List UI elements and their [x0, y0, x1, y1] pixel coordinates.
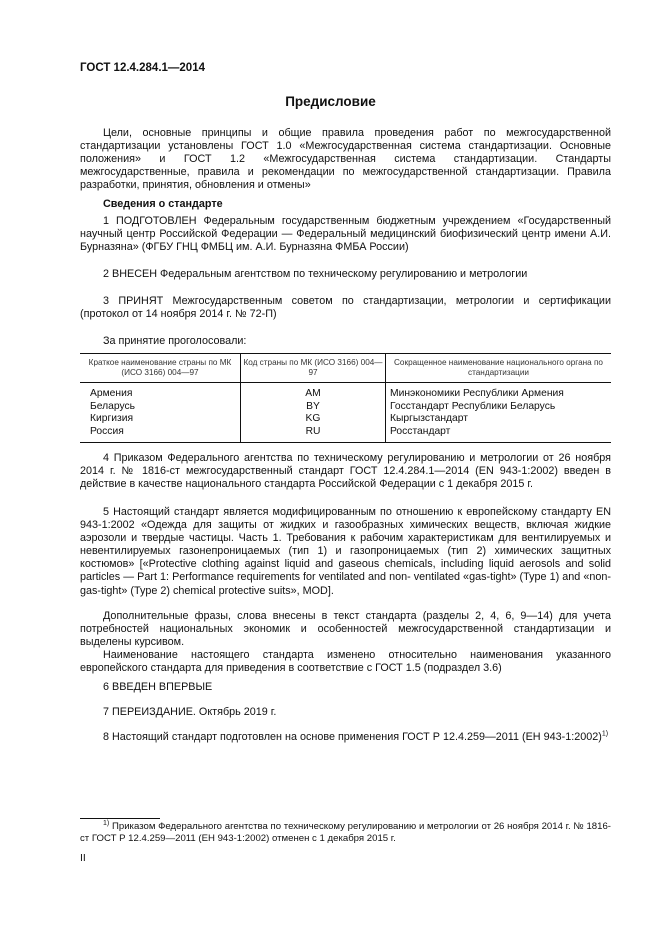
page-number: II [80, 852, 86, 864]
document-id-header: ГОСТ 12.4.284.1—2014 [80, 62, 205, 74]
national-body-cell: Кыргызстандарт [386, 413, 612, 426]
voting-table-header-row [80, 354, 611, 383]
national-body-cell: Госстандарт Республики Беларусь [386, 401, 612, 414]
item-1-paragraph: 1 ПОДГОТОВЛЕН Федеральным государственным бюджетным учреждением «Государственный научный центр Российской Федерации — Федеральный медицинский биофизический центр имени А.И. Бурназяна» (ФГБУ ГНЦ ФМБЦ им. А.И. Бурназяна ФМБА России) [80, 215, 611, 254]
item-5-name-change-paragraph: Наименование настоящего стандарта изменено относительно наименования указанного европейского стандарта для приведения в соответствие с ГОСТ 1.5 (подраздел 3.6) [80, 649, 611, 675]
country-name-cell: Беларусь [90, 400, 136, 412]
item-5-paragraph: 5 Настоящий стандарт является модифицированным по отношению к европейскому стандарту EN 943-1:2002 «Одежда для защиты от жидких и газообразных химических веществ, включая жидкие аэрозоли и твердые частицы. Часть 1. Требования к рабочим характеристикам для вентилируемых и невентилируемых газонепроницаемых (тип 1) и газопроницаемых (тип 2) химических защитных костюмов» [«Protective clothing against liquid and gaseous chemicals, including liquid aerosols and solid particles — Part 1: Performance requirements for ventilated and non- ventilated «gas-tight» (Type 1) and «non-gas-tight» (Type 2) chemical protective suits», MOD]. [80, 506, 611, 597]
table-row [80, 413, 611, 426]
col-header-national-body: Сокращенное наименование национального органа по стандартизации [386, 354, 612, 383]
item-4-paragraph: 4 Приказом Федерального агентства по техническому регулированию и метрологии от 26 ноября 2014 г. № 1816-ст межгосударственный стандарт ГОСТ 12.4.284.1—2014 (EN 943-1:2002) введен в действие в качестве национального стандарта Российской Федерации с 1 декабря 2015 г. [80, 452, 611, 491]
intro-paragraph: Цели, основные принципы и общие правила проведения работ по межгосударственной стандартизации установлены ГОСТ 1.0 «Межгосударственная система стандартизации. Основные положения» и ГОСТ 1.2 «Межгосударственная система стандартизации. Стандарты межгосударственные, правила и рекомендации по межгосударственной стандартизации. Правила разработки, принятия, обновления и отмены» [80, 127, 611, 192]
country-name-cell: Армения [90, 388, 133, 399]
footnote-text: Приказом Федерального агентства по техническому регулированию и метрологии от 26 ноября 2014 г. № 1816-ст ГОСТ Р 12.4.259—2011 (ЕН 943-1:2002) отменен с 1 декабря 2015 г. [80, 821, 611, 844]
national-body-cell: Минэкономики Республики Армения [386, 383, 612, 401]
footnote-separator [80, 818, 160, 819]
footnote-reference: 1) [601, 730, 609, 738]
footnote-mark: 1) [103, 819, 110, 827]
vote-intro: За принятие проголосовали: [103, 335, 247, 347]
voting-table [80, 353, 611, 443]
item-8-paragraph [80, 731, 611, 744]
page-title: Предисловие [285, 94, 376, 109]
country-code-cell: RU [241, 426, 386, 443]
country-code-cell: AM [241, 383, 386, 401]
country-name-cell: Россия [80, 426, 241, 443]
country-code-cell: BY [241, 401, 386, 414]
national-body-cell: Росстандарт [386, 426, 612, 443]
country-code-cell: KG [241, 413, 386, 426]
item-3-paragraph: 3 ПРИНЯТ Межгосударственным советом по стандартизации, метрологии и сертификации (протокол от 14 ноября 2014 г. № 72-П) [80, 295, 611, 321]
table-row [80, 426, 611, 443]
item-7-paragraph: 7 ПЕРЕИЗДАНИЕ. Октябрь 2019 г. [103, 706, 277, 718]
section-subtitle: Сведения о стандарте [103, 198, 223, 210]
item-2-paragraph: 2 ВНЕСЕН Федеральным агентством по техническому регулированию и метрологии [103, 268, 528, 280]
col-header-country-code: Код страны по МК (ИСО 3166) 004—97 [241, 354, 386, 383]
item-6-paragraph: 6 ВВЕДЕН ВПЕРВЫЕ [103, 681, 213, 693]
table-row [80, 401, 611, 414]
col-header-country-name: Краткое наименование страны по МК (ИСО 3166) 004—97 [80, 354, 241, 383]
item-5-additional-paragraph: Дополнительные фразы, слова внесены в текст стандарта (разделы 2, 4, 6, 9—14) для учета потребностей национальных экономик и особенностей межгосударственной стандартизации и выделены курсивом. [80, 610, 611, 649]
item-8-text: 8 Настоящий стандарт подготовлен на основе применения ГОСТ Р 12.4.259—2011 (ЕН 943-1:2002) [103, 731, 602, 743]
country-name-cell: Киргизия [90, 413, 134, 424]
table-row [80, 383, 611, 401]
footnote [80, 821, 611, 845]
